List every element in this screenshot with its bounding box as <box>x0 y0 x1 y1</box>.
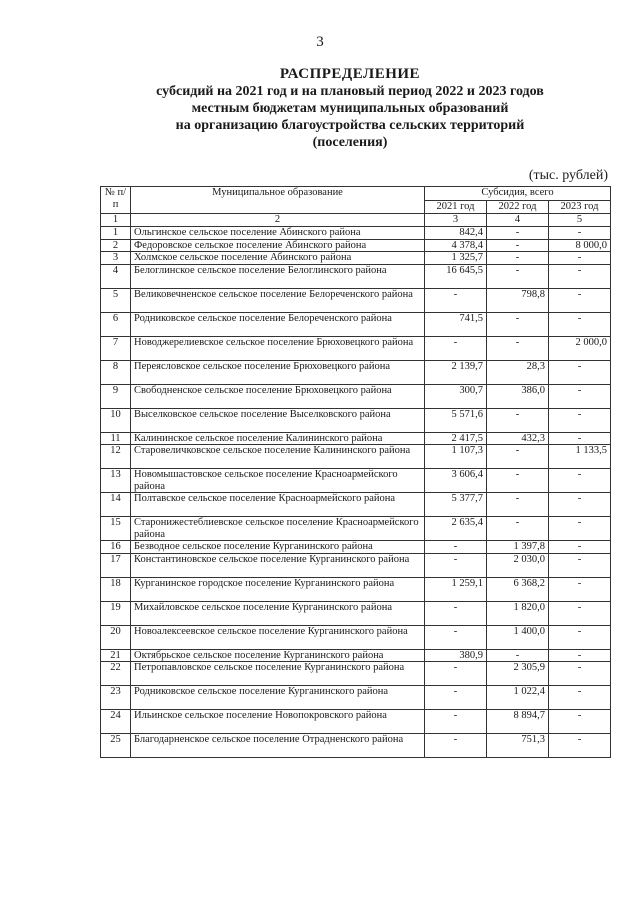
table-row <box>101 288 611 312</box>
index-cell: 1 <box>101 214 131 227</box>
municipality-name: Ольгинское сельское поселение Абинского района <box>131 227 425 240</box>
value-2023: - <box>549 553 611 577</box>
title-line-2: местным бюджетам муниципальных образований <box>191 101 509 116</box>
header-name: Муниципальное образование <box>131 187 425 214</box>
municipality-name: Переясловское сельское поселение Брюховецкого района <box>131 360 425 384</box>
value-2023: - <box>549 264 611 288</box>
table-row <box>101 553 611 577</box>
value-2022: 1 022,4 <box>487 686 549 710</box>
document-title <box>70 66 630 151</box>
value-2021: 1 259,1 <box>425 577 487 601</box>
value-2022: - <box>487 252 549 265</box>
value-2023: - <box>549 686 611 710</box>
index-cell: 5 <box>549 214 611 227</box>
row-number: 14 <box>101 493 131 517</box>
row-number: 3 <box>101 252 131 265</box>
value-2021: 380,9 <box>425 649 487 662</box>
municipality-name: Свободненское сельское поселение Брюховецкого района <box>131 384 425 408</box>
municipality-name: Курганинское городское поселение Курганинского района <box>131 577 425 601</box>
value-2023: - <box>549 577 611 601</box>
value-2023: - <box>549 541 611 554</box>
value-2023: - <box>549 710 611 734</box>
table-row <box>101 541 611 554</box>
table-row <box>101 710 611 734</box>
value-2022: 1 397,8 <box>487 541 549 554</box>
value-2022: 6 368,2 <box>487 577 549 601</box>
row-number: 1 <box>101 227 131 240</box>
header-2023: 2023 год <box>549 201 611 214</box>
value-2021: 4 378,4 <box>425 239 487 252</box>
value-2023: - <box>549 288 611 312</box>
table-row <box>101 686 611 710</box>
table-row <box>101 493 611 517</box>
row-number: 5 <box>101 288 131 312</box>
row-number: 25 <box>101 734 131 758</box>
value-2021: - <box>425 734 487 758</box>
header-subsidy: Субсидия, всего <box>425 187 611 201</box>
units-label: (тыс. рублей) <box>528 168 608 183</box>
value-2021: - <box>425 288 487 312</box>
municipality-name: Благодарненское сельское поселение Отрадненского района <box>131 734 425 758</box>
title-main: РАСПРЕДЕЛЕНИЕ <box>279 66 421 82</box>
value-2022: - <box>487 649 549 662</box>
value-2022: 1 820,0 <box>487 601 549 625</box>
table-row <box>101 312 611 336</box>
table-row <box>101 336 611 360</box>
row-number: 21 <box>101 649 131 662</box>
value-2022: - <box>487 312 549 336</box>
value-2023: - <box>549 625 611 649</box>
table-row <box>101 445 611 469</box>
value-2022: - <box>487 517 549 541</box>
distribution-table <box>100 186 611 758</box>
value-2022: 2 030,0 <box>487 553 549 577</box>
value-2023: - <box>549 360 611 384</box>
row-number: 12 <box>101 445 131 469</box>
value-2021: 5 377,7 <box>425 493 487 517</box>
value-2021: 842,4 <box>425 227 487 240</box>
value-2021: - <box>425 336 487 360</box>
row-number: 16 <box>101 541 131 554</box>
row-number: 22 <box>101 662 131 686</box>
municipality-name: Константиновское сельское поселение Курганинского района <box>131 553 425 577</box>
table-row <box>101 662 611 686</box>
index-cell: 4 <box>487 214 549 227</box>
table-row <box>101 649 611 662</box>
row-number: 6 <box>101 312 131 336</box>
row-number: 18 <box>101 577 131 601</box>
value-2023: - <box>549 252 611 265</box>
municipality-name: Октябрьское сельское поселение Курганинского района <box>131 649 425 662</box>
municipality-name: Новомышастовское сельское поселение Красноармейского района <box>131 469 425 493</box>
municipality-name: Федоровское сельское поселение Абинского района <box>131 239 425 252</box>
value-2022: 751,3 <box>487 734 549 758</box>
municipality-name: Михайловское сельское поселение Курганинского района <box>131 601 425 625</box>
municipality-name: Полтавское сельское поселение Красноармейского района <box>131 493 425 517</box>
row-number: 8 <box>101 360 131 384</box>
value-2021: - <box>425 710 487 734</box>
municipality-name: Холмское сельское поселение Абинского района <box>131 252 425 265</box>
value-2021: 2 139,7 <box>425 360 487 384</box>
value-2023: - <box>549 493 611 517</box>
value-2022: - <box>487 336 549 360</box>
value-2022: - <box>487 445 549 469</box>
table-row <box>101 517 611 541</box>
value-2023: - <box>549 408 611 432</box>
value-2021: 5 571,6 <box>425 408 487 432</box>
value-2022: 28,3 <box>487 360 549 384</box>
table-row <box>101 601 611 625</box>
municipality-name: Старонижестеблиевское сельское поселение Красноармейского района <box>131 517 425 541</box>
value-2021: - <box>425 541 487 554</box>
value-2022: - <box>487 239 549 252</box>
value-2022: 798,8 <box>487 288 549 312</box>
table-row <box>101 734 611 758</box>
value-2021: - <box>425 662 487 686</box>
municipality-name: Старовеличковское сельское поселение Калининского района <box>131 445 425 469</box>
value-2023: 1 133,5 <box>549 445 611 469</box>
title-line-3: на организацию благоустройства сельских территорий <box>175 118 525 133</box>
table-body <box>101 227 611 758</box>
value-2021: - <box>425 553 487 577</box>
value-2023: 2 000,0 <box>549 336 611 360</box>
value-2023: 8 000,0 <box>549 239 611 252</box>
value-2021: - <box>425 686 487 710</box>
title-line-1: субсидий на 2021 год и на плановый период 2022 и 2023 годов <box>156 84 544 99</box>
title-line-4: (поселения) <box>312 135 388 150</box>
value-2023: - <box>549 649 611 662</box>
value-2022: 386,0 <box>487 384 549 408</box>
municipality-name: Новоджерелиевское сельское поселение Брюховецкого района <box>131 336 425 360</box>
value-2022: - <box>487 493 549 517</box>
municipality-name: Новоалексеевское сельское поселение Курганинского района <box>131 625 425 649</box>
index-cell: 2 <box>131 214 425 227</box>
row-number: 13 <box>101 469 131 493</box>
municipality-name: Безводное сельское поселение Курганинского района <box>131 541 425 554</box>
value-2023: - <box>549 227 611 240</box>
row-number: 23 <box>101 686 131 710</box>
header-num: № п/п <box>101 187 131 214</box>
value-2021: 1 325,7 <box>425 252 487 265</box>
value-2023: - <box>549 312 611 336</box>
row-number: 10 <box>101 408 131 432</box>
row-number: 7 <box>101 336 131 360</box>
row-number: 4 <box>101 264 131 288</box>
table-row <box>101 227 611 240</box>
municipality-name: Калининское сельское поселение Калининского района <box>131 432 425 445</box>
value-2023: - <box>549 517 611 541</box>
value-2022: 1 400,0 <box>487 625 549 649</box>
value-2022: 2 305,9 <box>487 662 549 686</box>
row-number: 2 <box>101 239 131 252</box>
value-2023: - <box>549 469 611 493</box>
municipality-name: Родниковское сельское поселение Курганинского района <box>131 686 425 710</box>
table-row <box>101 360 611 384</box>
value-2022: - <box>487 227 549 240</box>
index-cell: 3 <box>425 214 487 227</box>
value-2022: 432,3 <box>487 432 549 445</box>
value-2023: - <box>549 734 611 758</box>
row-number: 19 <box>101 601 131 625</box>
value-2021: 16 645,5 <box>425 264 487 288</box>
table-row <box>101 408 611 432</box>
row-number: 24 <box>101 710 131 734</box>
table-row <box>101 625 611 649</box>
value-2021: 300,7 <box>425 384 487 408</box>
value-2021: 2 417,5 <box>425 432 487 445</box>
table-row <box>101 239 611 252</box>
municipality-name: Родниковское сельское поселение Белореченского района <box>131 312 425 336</box>
value-2022: - <box>487 264 549 288</box>
header-2021: 2021 год <box>425 201 487 214</box>
municipality-name: Выселковское сельское поселение Выселковского района <box>131 408 425 432</box>
table-row <box>101 384 611 408</box>
table-row <box>101 432 611 445</box>
header-2022: 2022 год <box>487 201 549 214</box>
value-2022: - <box>487 469 549 493</box>
value-2021: 3 606,4 <box>425 469 487 493</box>
value-2023: - <box>549 601 611 625</box>
municipality-name: Белоглинское сельское поселение Белоглинского района <box>131 264 425 288</box>
value-2021: 2 635,4 <box>425 517 487 541</box>
value-2023: - <box>549 662 611 686</box>
value-2022: 8 894,7 <box>487 710 549 734</box>
row-number: 17 <box>101 553 131 577</box>
value-2021: 1 107,3 <box>425 445 487 469</box>
municipality-name: Великовечненское сельское поселение Белореченского района <box>131 288 425 312</box>
value-2023: - <box>549 432 611 445</box>
row-number: 15 <box>101 517 131 541</box>
column-index-row <box>101 214 611 227</box>
table-row <box>101 264 611 288</box>
value-2021: 741,5 <box>425 312 487 336</box>
row-number: 11 <box>101 432 131 445</box>
value-2021: - <box>425 625 487 649</box>
value-2022: - <box>487 408 549 432</box>
municipality-name: Петропавловское сельское поселение Курганинского района <box>131 662 425 686</box>
value-2021: - <box>425 601 487 625</box>
value-2023: - <box>549 384 611 408</box>
row-number: 9 <box>101 384 131 408</box>
row-number: 20 <box>101 625 131 649</box>
page-number: 3 <box>316 34 324 50</box>
municipality-name: Ильинское сельское поселение Новопокровского района <box>131 710 425 734</box>
table-row <box>101 577 611 601</box>
table-row <box>101 252 611 265</box>
table-row <box>101 469 611 493</box>
